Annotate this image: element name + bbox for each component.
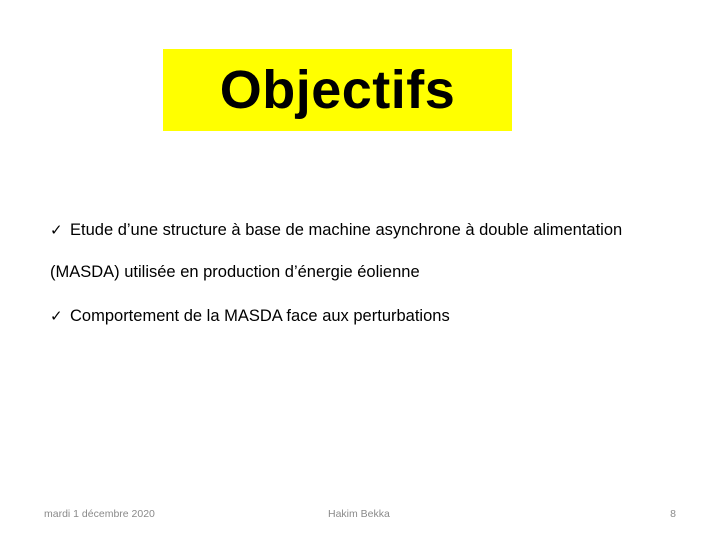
bullet-text-2: Comportement de la MASDA face aux perturbations — [70, 307, 450, 325]
bullet-item-1-continuation — [50, 264, 420, 281]
checkmark-icon: ✓ — [50, 222, 63, 239]
bullet-item-1 — [50, 222, 622, 239]
bullet-text-1: Etude d’une structure à base de machine asynchrone à double alimentation — [70, 221, 623, 239]
title-banner — [163, 49, 512, 131]
footer-author: Hakim Bekka — [328, 508, 390, 520]
slide-title: Objectifs — [219, 60, 456, 120]
checkmark-icon: ✓ — [50, 308, 63, 325]
footer-date: mardi 1 décembre 2020 — [44, 508, 155, 520]
bullet-text-1-continuation: (MASDA) utilisée en production d’énergie éolienne — [50, 263, 420, 281]
bullet-item-2 — [50, 308, 450, 325]
footer-page-number: 8 — [670, 508, 676, 520]
